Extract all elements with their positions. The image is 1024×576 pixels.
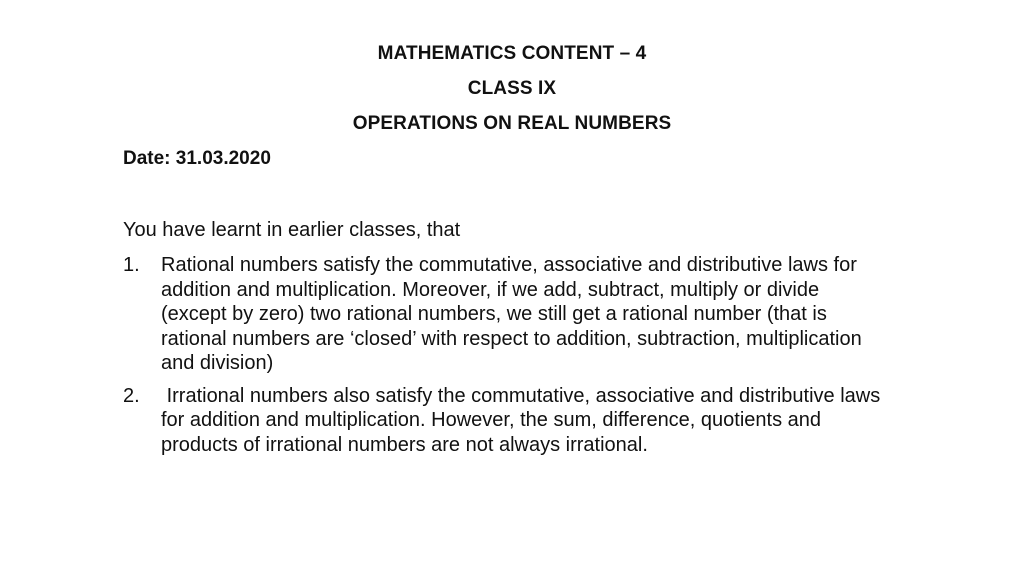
list-item-1	[123, 253, 883, 376]
date-label: Date: 31.03.2020	[123, 148, 271, 169]
title-line-2: CLASS IX	[467, 78, 557, 99]
list-item-text: Irrational numbers also satisfy the commutative, associative and distributive laws for addition and multiplication. However, the sum, difference, quotients and products of irrational numbers are not always irrational.	[161, 384, 886, 456]
numbered-list	[123, 253, 886, 465]
title-line-3: OPERATIONS ON REAL NUMBERS	[352, 113, 672, 134]
list-item-number: 2.	[123, 384, 140, 407]
list-item-number: 1.	[123, 254, 140, 276]
list-item-text: Rational numbers satisfy the commutative, associative and distributive laws for addition and multiplication. Moreover, if we add, subtract, multiply or divide (except by zero) two rational numbers, we still get a rational number (that is rational numbers are ‘closed’ with respect to addition, subtraction, multiplication and division)	[161, 254, 862, 374]
title-line-1: MATHEMATICS CONTENT – 4	[377, 43, 647, 64]
list-item-2	[123, 384, 886, 458]
intro-text: You have learnt in earlier classes, that	[123, 219, 461, 241]
